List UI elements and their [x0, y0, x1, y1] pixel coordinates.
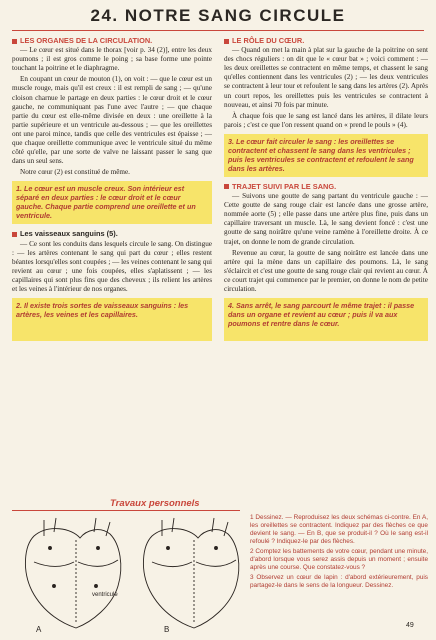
- summary-box-4: 4. Sans arrêt, le sang parcourt le même trajet : il passe dans un organe et revient au cœur ; puis il va aux poumons et rentre dans le cœur.: [224, 298, 428, 341]
- bullet-square-icon: [12, 39, 17, 44]
- paragraph: En coupant un cœur de mouton (1), on voit : — que le cœur est un muscle rouge, mais qu'il est creux : il est rempli de sang ; — qu'une cloison charnue le partage en deux parties : le cœur droit et le cœur gauche, ne communiquant pas l'une avec l'autre ; — que chaque partie du cœur est elle-même divisée en deux : une oreillette à la partie supérieure et un ventricule au-dessous ; — que les oreillettes ont une paroi mince, tandis que celle des ventricules est épaisse ; — que chaque oreillette communique avec le ventricule situé du même côté qu'elle, par une sorte de valve ne laissant passer le sang que dans un seul sens.: [12, 75, 212, 166]
- section-heading-trajet: TRAJET SUIVI PAR LE SANG.: [224, 182, 428, 191]
- section-heading-vaisseaux: Les vaisseaux sanguins (5).: [12, 229, 212, 238]
- bullet-square-icon: [12, 232, 17, 237]
- page-title: 24. NOTRE SANG CIRCULE: [90, 6, 346, 25]
- paragraph: — Ce sont les conduits dans lesquels circule le sang. On distingue : — les artères contenant le sang qui part du cœur ; elles restent béantes lorsqu'elles sont coupées ; — les veines contenant le sang qui revient au cœur ; une fois coupées, elles s'aplatissent ; — les capillaires qui sont plus fins que des cheveux ; ils relient les artères et les veines à l'intérieur de nos organes.: [12, 239, 212, 293]
- paragraph: À chaque fois que le sang est lancé dans les artères, il dilate leurs parois ; c'est ce que l'on ressent quand on « prend le pouls » (4).: [224, 111, 428, 129]
- label-b: B: [164, 625, 170, 634]
- label-ventricule: ventricule: [92, 592, 118, 598]
- paragraph: — Le cœur est situé dans le thorax [voir p. 34 (2)], entre les deux poumons ; il est gros comme le poing ; sa base forme une pointe touchant la poitrine et le diaphragme.: [12, 46, 212, 73]
- heart-diagrams: [14, 516, 242, 634]
- paragraph: — Quand on met la main à plat sur la gauche de la poitrine on sent des chocs réguliers : on dit que le « cœur bat » ; voici comment : — les deux oreillettes se contractent en même temps, et chassent le sang qu'elles contiennent dans les ventricules (2) ; — les deux ventricules se contractent à leur tour et refoulent le sang dans les artères (2). Après un court repos, les oreillettes puis les ventricules se contractent à nouveau, et ainsi 70 fois par minute.: [224, 46, 428, 109]
- right-column: [224, 36, 428, 346]
- page-number: 49: [406, 622, 414, 629]
- exercise-3: 3 Observez un cœur de lapin : d'abord extérieurement, puis partagez-le dans le sens de la longueur. Dessinez.: [250, 574, 428, 589]
- title-rule: [12, 30, 424, 31]
- section-heading-organes: LES ORGANES DE LA CIRCULATION.: [12, 36, 212, 45]
- bullet-square-icon: [224, 184, 229, 189]
- summary-box-2: 2. Il existe trois sortes de vaisseaux sanguins : les artères, les veines et les capillaires.: [12, 298, 212, 341]
- bullet-square-icon: [224, 39, 229, 44]
- heart-diagram-a: [25, 518, 120, 628]
- label-a: A: [36, 625, 42, 634]
- paragraph: Notre cœur (2) est constitué de même.: [20, 168, 130, 177]
- paragraph: Revenue au cœur, la goutte de sang noirâtre est lancée dans une artère qui la mène dans un capillaire des poumons. Là, le sang s'éclaircit et c'est une goutte de sang rouge clair qui revient au cœur. À ce court trajet qui commence par le premier, on donne le nom de petite circulation.: [224, 248, 428, 293]
- summary-box-3: 3. Le cœur fait circuler le sang : les oreillettes se contractent et chassent le sang dans les ventricules ; puis les ventricules se contractent et refoulent le sang dans les artères.: [224, 134, 428, 177]
- exercises-title: Travaux personnels: [110, 498, 200, 509]
- paragraph: — Suivons une goutte de sang partant du ventricule gauche : — Cette goutte de sang rouge clair est lancée dans une grosse artère, nommée aorte (5) ; elle passe dans une artère plus fine, puis dans un capillaire traversant un muscle. Là, le sang devient foncé : c'est une goutte de sang noirâtre qu'une veine ramène à l'oreillette droite. À ce trajet, on donne le nom de grande circulation.: [224, 192, 428, 246]
- exercise-2: 2 Comptez les battements de votre cœur, pendant une minute, d'abord lorsque vous serez assis depuis un moment ; ensuite après une course. Que constatez-vous ?: [250, 548, 428, 571]
- summary-box-1: 1. Le cœur est un muscle creux. Son intérieur est séparé en deux parties : le cœur droit et le cœur gauche. Chaque partie comprend une oreillette et un ventricule.: [12, 181, 212, 224]
- exercises-list: [250, 514, 428, 592]
- heart-diagram-b: [143, 518, 238, 628]
- exercise-1: 1 Dessinez. — Reproduisez les deux schémas ci-contre. En A, les oreillettes se contractent. Indiquez par des flèches ce que devient le sang. — En B, que se produit-il ? Où le sang est-il refoulé ? Indiquez-le par des flèches.: [250, 514, 428, 545]
- section-heading-role: LE RÔLE DU CŒUR.: [224, 36, 428, 45]
- left-column: [12, 36, 212, 346]
- exercises-rule: [12, 510, 240, 511]
